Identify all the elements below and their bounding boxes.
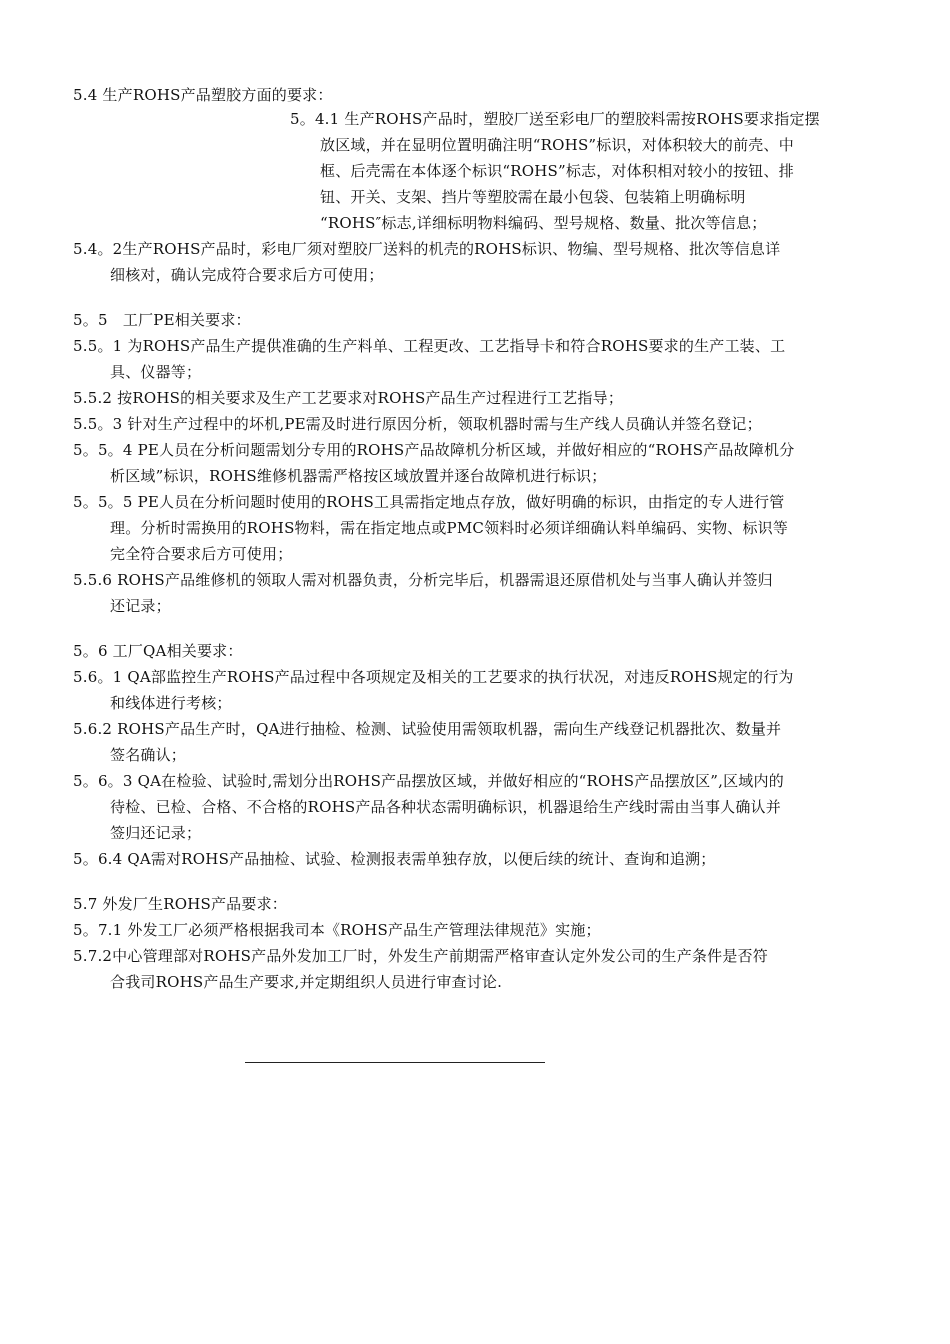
- item-5-5-6-line-2: 还记录；: [110, 597, 171, 615]
- item-5-4-1-line-4: 钮、开关、支架、挡片等塑胶需在最小包袋、包装箱上明确标明: [320, 188, 746, 206]
- section-5-7-heading: 5.7 外发厂生ROHS产品要求：: [73, 895, 287, 913]
- item-5-4-1-line-2: 放区域，并在显明位置明确注明“ROHS”标识，对体积较大的前壳、中: [320, 136, 794, 154]
- item-5-4-1-line-5: “ROHS″标志,详细标明物料编码、型号规格、数量、批次等信息；: [320, 214, 767, 232]
- item-5-6-1-line-2: 和线体进行考核；: [110, 694, 232, 712]
- item-5-5-6-line-1: 5.5.6 ROHS产品维修机的领取人需对机器负责，分析完毕后，机器需退还原借机处与当事人确认并签归: [73, 571, 773, 589]
- section-5-4-heading: 5.4 生产ROHS产品塑胶方面的要求：: [73, 86, 333, 104]
- item-5-4-2-line-2: 细核对，确认完成符合要求后方可使用；: [110, 266, 384, 284]
- item-5-6-3-line-1: 5。6。3 QA在检验、试验时,需划分出ROHS产品摆放区域，并做好相应的“ROHS产品摆放区”,区域内的: [73, 772, 784, 790]
- section-5-6-heading: 5。6 工厂QA相关要求：: [73, 642, 243, 660]
- item-5-4-2-line-1: 5.4。2生产ROHS产品时，彩电厂须对塑胶厂送料的机壳的ROHS标识、物编、型号规格、批次等信息详: [73, 240, 781, 258]
- item-5-6-4-line-1: 5。6.4 QA需对ROHS产品抽检、试验、检测报表需单独存放，以便后续的统计、查询和追溯；: [73, 850, 716, 868]
- item-5-4-1-line-1: 5。4.1 生产ROHS产品时，塑胶厂送至彩电厂的塑胶料需按ROHS要求指定摆: [290, 110, 820, 128]
- item-5-5-4-line-2: 析区域”标识，ROHS维修机器需严格按区域放置并逐台故障机进行标识；: [110, 467, 607, 485]
- item-5-5-5-line-3: 完全符合要求后方可使用；: [110, 545, 293, 563]
- section-5-5-heading: 5。5 工厂PE相关要求：: [73, 311, 251, 329]
- item-5-6-1-line-1: 5.6。1 QA部监控生产ROHS产品过程中各项规定及相关的工艺要求的执行状况，对违反ROHS规定的行为: [73, 668, 794, 686]
- item-5-5-4-line-1: 5。5。4 PE人员在分析问题需划分专用的ROHS产品故障机分析区域，并做好相应的“ROHS产品故障机分: [73, 441, 795, 459]
- item-5-5-1-line-1: 5.5。1 为ROHS产品生产提供准确的生产料单、工程更改、工艺指导卡和符合ROHS要求的生产工装、工: [73, 337, 786, 355]
- item-5-7-1-line-1: 5。7.1 外发工厂必须严格根据我司本《ROHS产品生产管理法律规范》实施；: [73, 921, 601, 939]
- item-5-6-2-line-1: 5.6.2 ROHS产品生产时，QA进行抽检、检测、试验使用需领取机器，需向生产线登记机器批次、数量并: [73, 720, 782, 738]
- item-5-7-2-line-1: 5.7.2中心管理部对ROHS产品外发加工厂时，外发生产前期需严格审查认定外发公司的生产条件是否符: [73, 947, 768, 965]
- item-5-4-1-line-3: 框、后壳需在本体逐个标识“ROHS”标志，对体积相对较小的按钮、排: [320, 162, 794, 180]
- item-5-5-2-line-1: 5.5.2 按ROHS的相关要求及生产工艺要求对ROHS产品生产过程进行工艺指导；: [73, 389, 624, 407]
- horizontal-divider: [245, 1062, 545, 1063]
- item-5-7-2-line-2: 合我司ROHS产品生产要求,并定期组织人员进行审查讨论.: [110, 973, 503, 991]
- item-5-5-3-line-1: 5.5。3 针对生产过程中的坏机,PE需及时进行原因分析，领取机器时需与生产线人员确认并签名登记；: [73, 415, 762, 433]
- item-5-5-5-line-2: 理。分析时需换用的ROHS物料，需在指定地点或PMC领料时必须详细确认料单编码、实物、标识等: [110, 519, 789, 537]
- item-5-5-5-line-1: 5。5。5 PE人员在分析问题时使用的ROHS工具需指定地点存放，做好明确的标识，由指定的专人进行管: [73, 493, 785, 511]
- item-5-5-1-line-2: 具、仪器等；: [110, 363, 202, 381]
- item-5-6-3-line-2: 待检、已检、合格、不合格的ROHS产品各种状态需明确标识，机器退给生产线时需由当事人确认并: [110, 798, 781, 816]
- item-5-6-2-line-2: 签名确认；: [110, 746, 187, 764]
- item-5-6-3-line-3: 签归还记录；: [110, 824, 202, 842]
